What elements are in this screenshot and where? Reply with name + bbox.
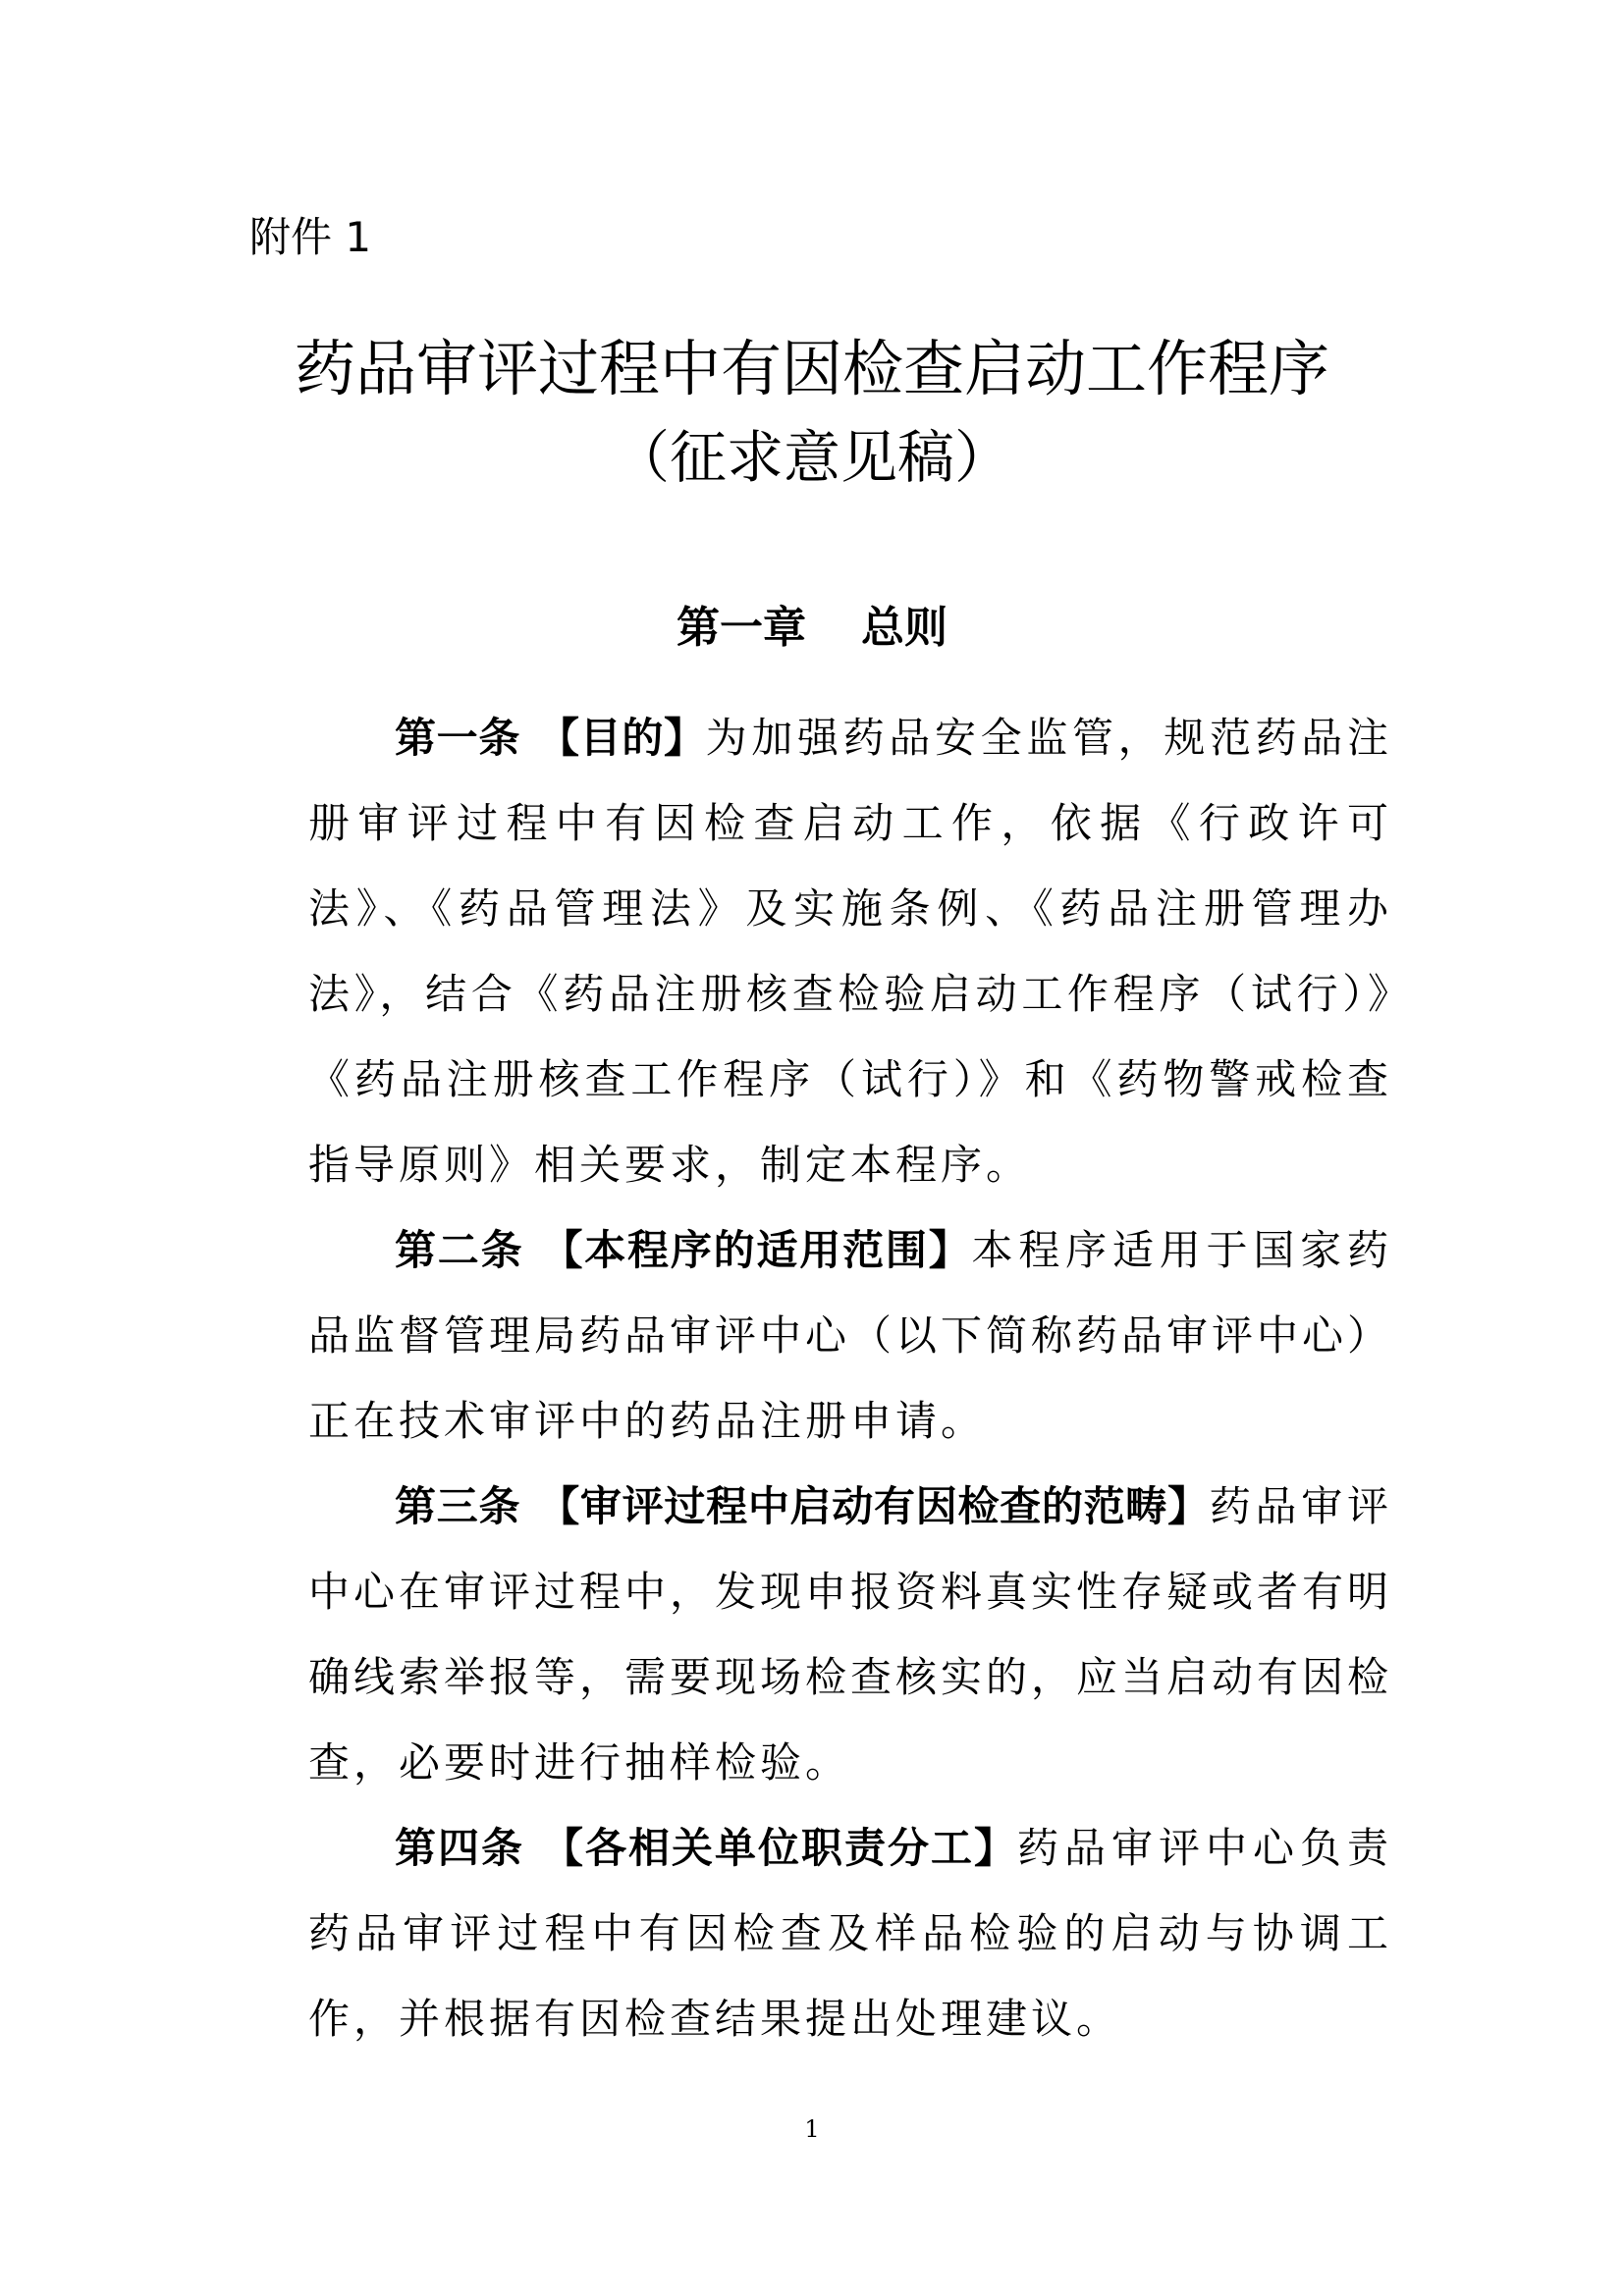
article-label: 第一条 (395, 714, 520, 762)
article-text: 本程序适用于国家药品监督管理局药品审评中心（以下简称药品审评中心）正在技术审评中的药品注册申请。 (308, 1226, 1393, 1445)
article-text: 为加强药品安全监管，规范药品注册审评过程中有因检查启动工作，依据《行政许可法》、《药品管理法》及实施条例、《药品注册管理办法》，结合《药品注册核查检验启动工作程序（试行）》《药品注册核查工作程序（试行）》和《药物警戒检查指导原则》相关要求，制定本程序。 (308, 714, 1392, 1189)
article-heading: 【本程序的适用范围】 (541, 1226, 972, 1274)
article (308, 695, 1392, 1207)
page-number: 1 (804, 2115, 820, 2143)
chapter-heading (0, 589, 1624, 667)
article-label: 第四条 (395, 1824, 524, 1872)
document-title: 药品审评过程中有因检查启动工作程序 (294, 333, 1329, 404)
article (308, 1805, 1392, 2061)
article (308, 1207, 1392, 1464)
chapter-name: 总则 (861, 603, 947, 653)
article-text: 药品审评中心负责药品审评过程中有因检查及样品检验的启动与协调工作，并根据有因检查结果提出处理建议。 (308, 1824, 1392, 2043)
article-list (308, 695, 1392, 2061)
document-subtitle: （征求意见稿） (612, 424, 1011, 491)
article-heading: 【目的】 (538, 714, 706, 762)
chapter-number: 第一章 (677, 603, 806, 653)
attachment-label: 附件 1 (249, 213, 372, 261)
article-label: 第二条 (395, 1226, 524, 1274)
article (308, 1464, 1392, 1805)
article-text: 药品审评中心在审评过程中，发现申报资料真实性存疑或者有明确线索举报等，需要现场检查核实的，应当启动有因检查，必要时进行抽样检验。 (308, 1482, 1393, 1787)
article-heading: 【各相关单位职责分工】 (542, 1824, 1017, 1872)
article-heading: 【审评过程中启动有因检查的范畴】 (538, 1482, 1210, 1530)
article-label: 第三条 (395, 1482, 521, 1530)
